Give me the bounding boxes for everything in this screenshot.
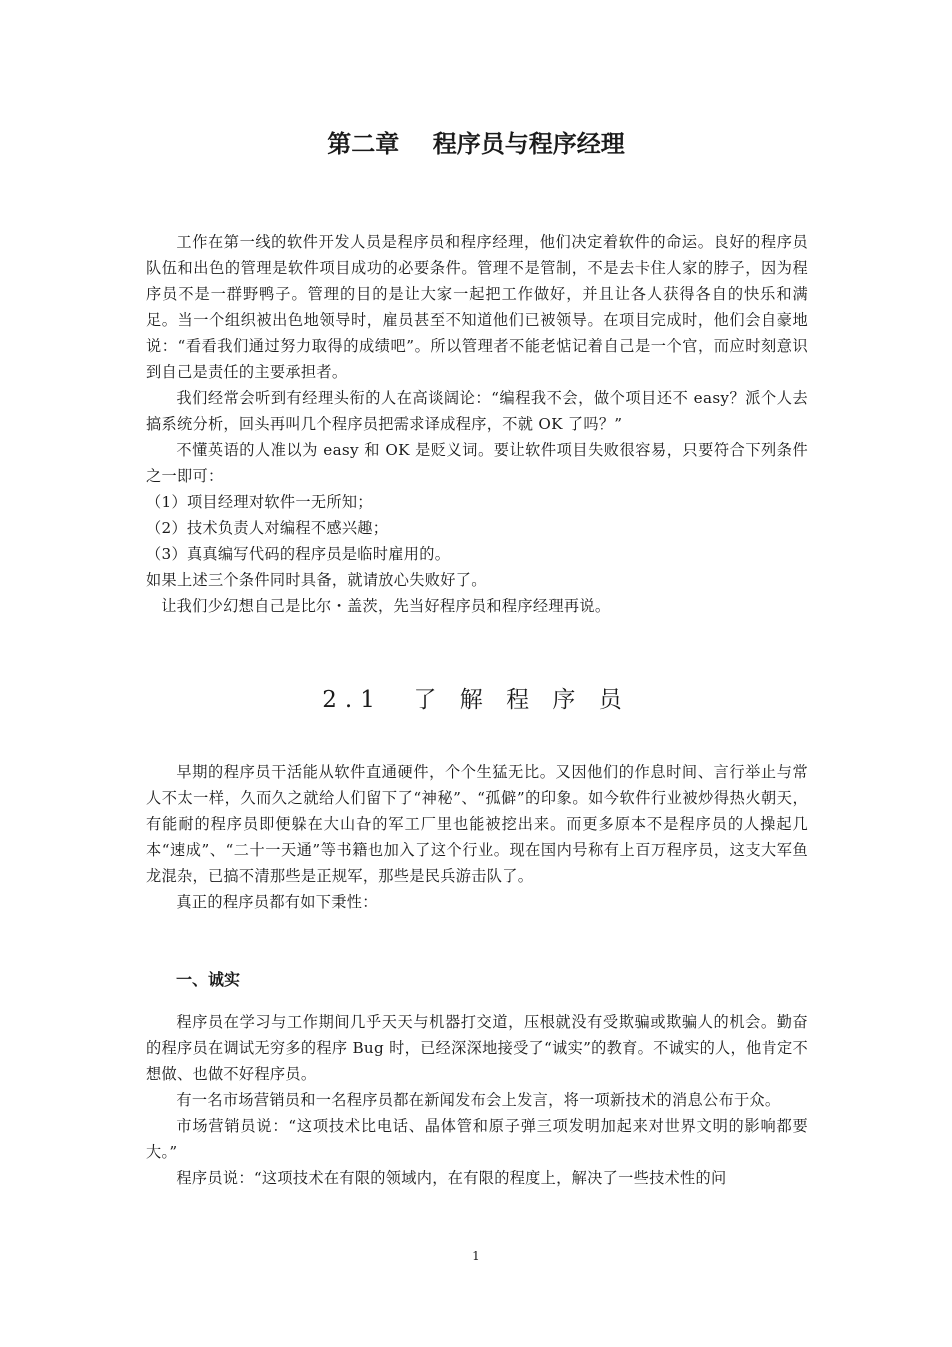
honesty-paragraph-3: 市场营销员说：“这项技术比电话、晶体管和原子弹三项发明加起来对世界文明的影响都要大。”: [146, 1117, 808, 1161]
intro-paragraph-2: 我们经常会听到有经理头衔的人在高谈阔论：“编程我不会，做个项目还不 easy？派个人去搞系统分析，回头再叫几个程序员把需求译成程序，不就 OK 了吗？”: [146, 389, 808, 433]
intro-block: [146, 229, 808, 619]
list-item-1: （1）项目经理对软件一无所知；: [146, 493, 373, 511]
intro-closing: 让我们少幻想自己是比尔・盖茨，先当好程序员和程序经理再说。: [161, 597, 611, 615]
chapter-title: 第二章 程序员与程序经理: [327, 130, 625, 158]
subheading-honesty: 一、诚实: [176, 970, 241, 989]
section-paragraph-2: 真正的程序员都有如下秉性：: [176, 893, 378, 911]
section-paragraph-1: 早期的程序员干活能从软件直通硬件，个个生猛无比。又因他们的作息时间、言行举止与常人不太一样，久而久之就给人们留下了“神秘”、“孤僻”的印象。如今软件行业被炒得热火朝天，有能耐的程序员即便躲在大山旮的军工厂里也能被挖出来。而更多原本不是程序员的人操起几本“速成”、“二十一天通”等书籍也加入了这个行业。现在国内号称有上百万程序员，这支大军鱼龙混杂，已搞不清那些是正规军，那些是民兵游击队了。: [146, 763, 808, 885]
honesty-paragraph-4: 程序员说：“这项技术在有限的领域内，在有限的程度上，解决了一些技术性的问: [176, 1169, 727, 1187]
list-item-2: （2）技术负责人对编程不感兴趣；: [146, 519, 389, 537]
intro-paragraph-3: 不懂英语的人准以为 easy 和 OK 是贬义词。要让软件项目失败很容易，只要符合下列条件之一即可：: [146, 441, 808, 485]
list-item-3: （3）真真编写代码的程序员是临时雇用的。: [146, 545, 451, 563]
section-title: 2.1 了 解 程 序 员: [322, 687, 630, 713]
intro-paragraph-1: 工作在第一线的软件开发人员是程序员和程序经理，他们决定着软件的命运。良好的程序员队伍和出色的管理是软件项目成功的必要条件。管理不是管制，不是去卡住人家的脖子，因为程序员不是一群野鸭子。管理的目的是让大家一起把工作做好，并且让各人获得各自的快乐和满足。当一个组织被出色地领导时，雇员甚至不知道他们已被领导。在项目完成时，他们会自豪地说：“看看我们通过努力取得的成绩吧”。所以管理者不能老惦记着自己是一个官，而应时刻意识到自己是责任的主要承担者。: [146, 233, 808, 381]
page-number: 1: [472, 1249, 480, 1263]
honesty-paragraph-1: 程序员在学习与工作期间几乎天天与机器打交道，压根就没有受欺骗或欺骗人的机会。勤奋的程序员在调试无穷多的程序 Bug 时，已经深深地接受了“诚实”的教育。不诚实的人，他肯定不想做、也做不好程序员。: [146, 1013, 808, 1083]
section-block: [146, 759, 808, 915]
intro-conclusion: 如果上述三个条件同时具备，就请放心失败好了。: [146, 571, 487, 589]
honesty-paragraph-2: 有一名市场营销员和一名程序员都在新闻发布会上发言，将一项新技术的消息公布于众。: [176, 1091, 781, 1109]
honesty-block: [146, 1009, 808, 1191]
